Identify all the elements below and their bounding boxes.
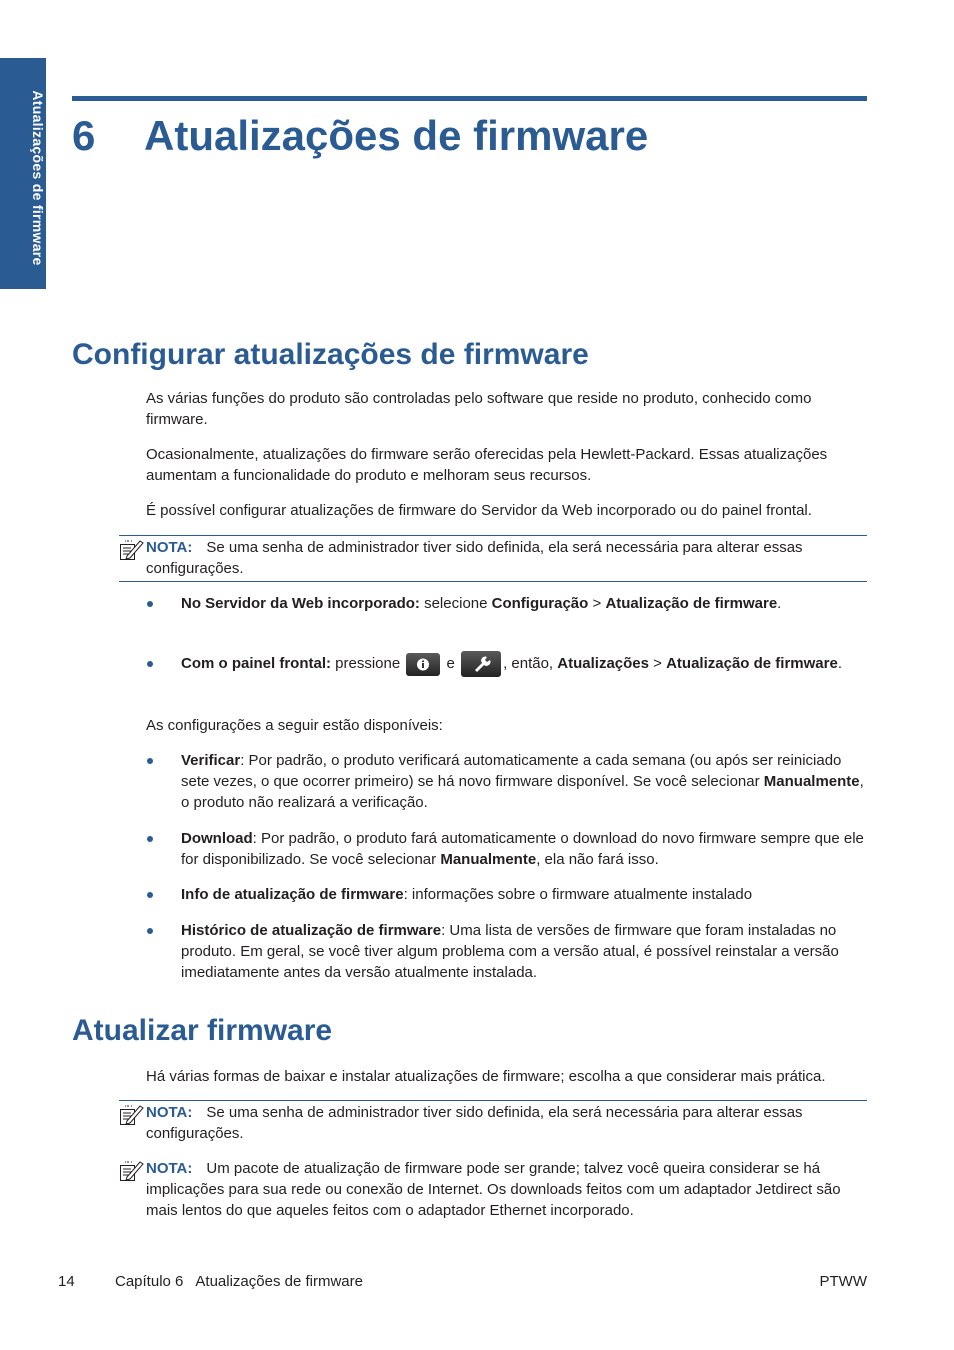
bold-term: Manualmente	[763, 773, 860, 790]
list-item	[181, 593, 869, 614]
text: e	[442, 655, 460, 672]
text: : Por padrão, o produto verificará automaticamente a cada semana (ou após ser reiniciado sete vezes, o que ocorrer primeiro) se há novo firmware disponível. Se você selecionar	[181, 752, 842, 790]
text: .	[777, 595, 782, 612]
footer-page-number: 14	[58, 1273, 75, 1290]
side-tab-label: Atualizações de firmware	[30, 90, 46, 266]
list-item	[181, 828, 869, 870]
text: >	[588, 595, 606, 612]
chapter-title	[72, 108, 648, 164]
wrench-icon	[461, 651, 501, 677]
note-pencil-icon	[119, 1104, 145, 1126]
bullet-dot	[147, 601, 153, 607]
chapter-title-text: Atualizações de firmware	[144, 112, 649, 159]
note-pencil-icon	[119, 1160, 145, 1182]
chapter-number: 6	[72, 112, 96, 159]
bold-term: Verificar	[181, 752, 241, 769]
text: : Por padrão, o produto fará automaticamente o download do novo firmware sempre que ele for disponibilizado. Se você selecionar	[181, 830, 864, 868]
text: .	[837, 655, 842, 672]
bold-term: Info de atualização de firmware	[181, 886, 404, 903]
chapter-rule	[72, 96, 867, 101]
paragraph: Ocasionalmente, atualizações do firmware serão oferecidas pela Hewlett-Packard. Essas atualizações aumentam a funcionalidade do produto e melhoram seus recursos.	[146, 446, 828, 484]
bold-term: Histórico de atualização de firmware	[181, 922, 442, 939]
bold-term: Atualização de firmware	[605, 595, 778, 612]
section-heading-update: Atualizar firmware	[72, 1014, 333, 1047]
paragraph: É possível configurar atualizações de firmware do Servidor da Web incorporado ou do painel frontal.	[146, 502, 812, 519]
text: , ela não fará isso.	[536, 851, 659, 868]
bold-term: Atualização de firmware	[666, 655, 838, 672]
note-text: Se uma senha de administrador tiver sido definida, ela será necessária para alterar essas configurações.	[146, 539, 803, 577]
footer-chapter-title: Atualizações de firmware	[195, 1273, 363, 1290]
bold-term: Configuração	[491, 595, 589, 612]
bullet-dot	[147, 661, 153, 667]
note-label: NOTA:	[146, 1104, 193, 1121]
bold-term: No Servidor da Web incorporado:	[181, 595, 420, 612]
note-text: Se uma senha de administrador tiver sido definida, ela será necessária para alterar essas configurações.	[146, 1104, 803, 1142]
footer-chapter	[115, 1272, 363, 1292]
note-box	[119, 535, 867, 582]
list-item	[181, 884, 869, 905]
bold-term: Manualmente	[440, 851, 537, 868]
note-pencil-icon	[119, 539, 145, 561]
paragraph: Há várias formas de baixar e instalar atualizações de firmware; escolha a que considerar mais prática.	[146, 1068, 826, 1085]
list-item	[181, 750, 869, 813]
note-text: Um pacote de atualização de firmware pode ser grande; talvez você queira considerar se há implicações para sua rede ou conexão de Internet. Os downloads feitos com um adaptador Jetdirect são mais lentos do que aqueles feitos com o adaptador Ethernet incorporado.	[146, 1160, 841, 1219]
section-heading-configure: Configurar atualizações de firmware	[72, 338, 589, 371]
list-item	[181, 650, 869, 677]
list-item	[181, 920, 869, 983]
text: selecione	[419, 595, 492, 612]
note-box	[119, 1157, 867, 1223]
bullet-dot	[147, 928, 153, 934]
bullet-dot	[147, 758, 153, 764]
paragraph: As várias funções do produto são controladas pelo software que reside no produto, conhecido como firmware.	[146, 390, 812, 428]
text: , então,	[503, 655, 558, 672]
footer-code: PTWW	[819, 1273, 867, 1290]
bullet-dot	[147, 836, 153, 842]
text: >	[648, 655, 667, 672]
bullet-dot	[147, 892, 153, 898]
note-label: NOTA:	[146, 539, 193, 556]
note-label: NOTA:	[146, 1160, 193, 1177]
bold-term: Atualizações	[557, 655, 649, 672]
text: : informações sobre o firmware atualmente instalado	[403, 886, 753, 903]
text: : Uma lista de versões de firmware que foram instaladas no produto. Em geral, se você tiver algum problema com a versão atual, é possível reinstalar a versão imediatamente antes da versão atualmente instalada.	[181, 922, 839, 981]
note-box	[119, 1100, 867, 1146]
paragraph: As configurações a seguir estão disponíveis:	[146, 717, 443, 734]
bold-term: Com o painel frontal:	[181, 655, 331, 672]
text: , o produto não realizará a verificação.	[181, 773, 864, 811]
info-icon	[406, 653, 440, 676]
bold-term: Download	[181, 830, 253, 847]
side-tab	[0, 58, 46, 289]
footer-chapter-label: Capítulo 6	[115, 1273, 184, 1290]
text: pressione	[331, 655, 405, 672]
